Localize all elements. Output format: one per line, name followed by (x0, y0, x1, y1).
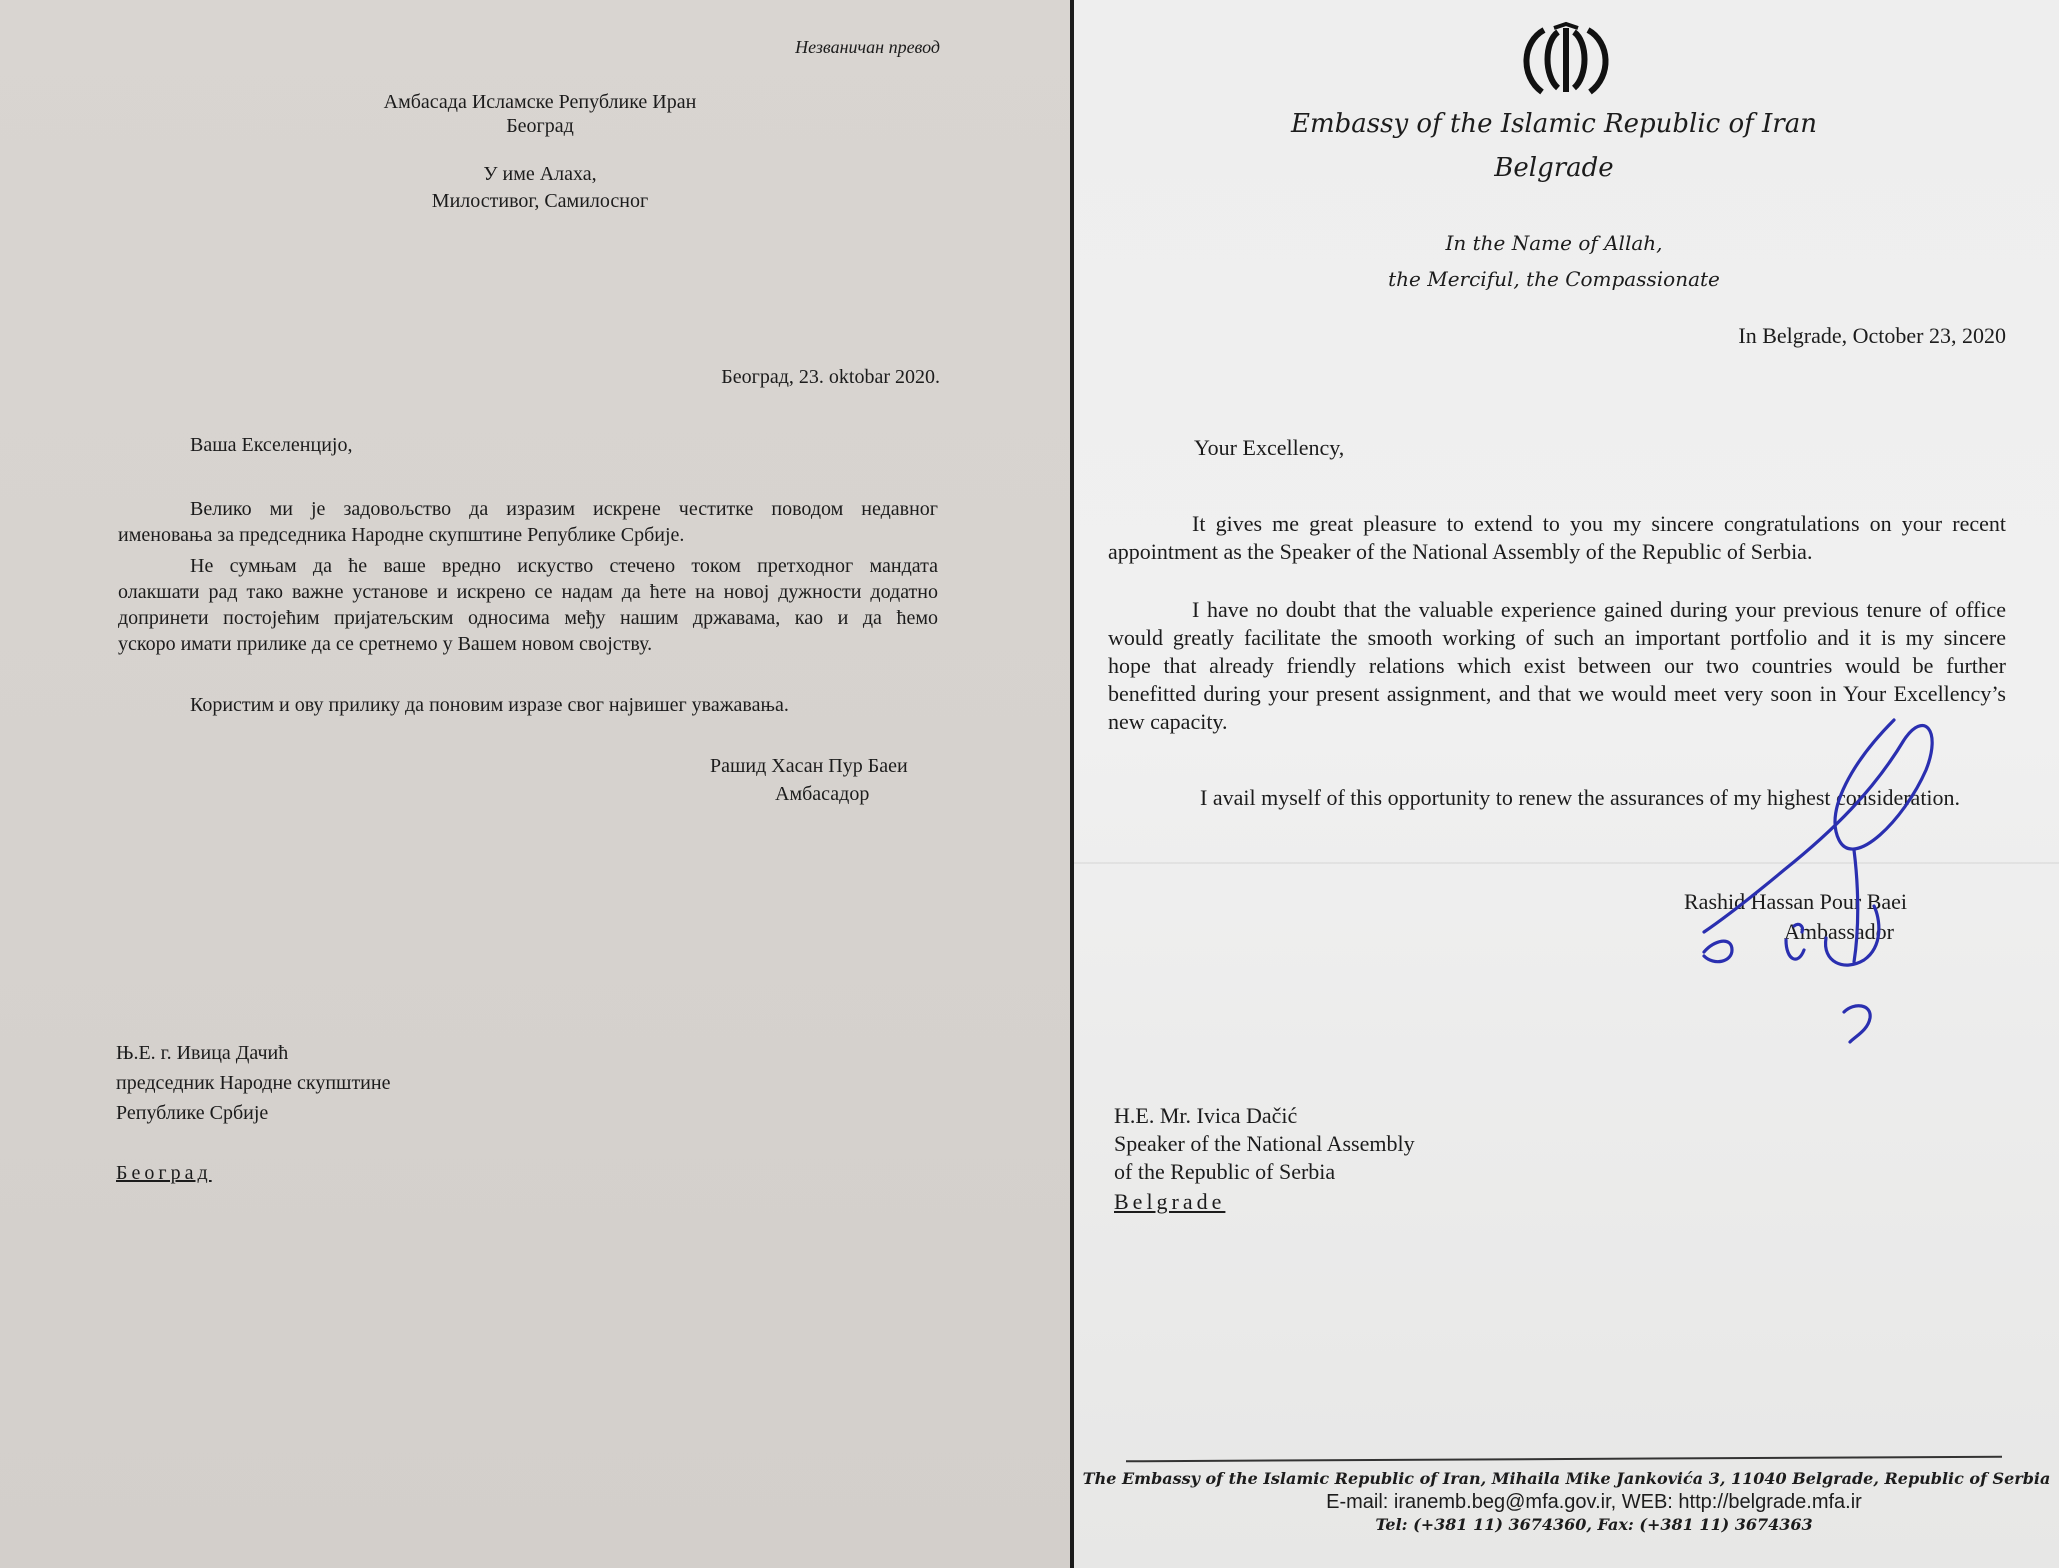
paragraph-2-line: I have no doubt that the valuable experience gained during your previous tenure of office (1192, 597, 2006, 622)
unofficial-translation-note: Незваничан превод (795, 37, 940, 57)
footer-address: The Embassy of the Islamic Republic of Iran, Mihaila Mike Jankovića 3, 11040 Belgrade, Republic of Serbia (1082, 1469, 2051, 1488)
recipient-line-2: Speaker of the National Assembly (1114, 1131, 1415, 1156)
embassy-heading-line-1: Амбасада Исламске Републике Иран (383, 91, 697, 113)
paragraph-2-line: would greatly facilitate the smooth working of such an important portfolio and it is my sincere (1108, 625, 2006, 650)
recipient-line-1: H.E. Mr. Ivica Dačić (1114, 1103, 1298, 1128)
signer-title: Амбасадор (775, 783, 870, 805)
embassy-heading-line-2: Belgrade (1494, 153, 1614, 183)
paragraph-1-line: Велико ми је задовољство да изразим искрене честитке поводом недавног (190, 498, 938, 520)
paragraph-2-line: допринети постојећим пријатељским односима међу нашим државама, као и да ћемо (118, 607, 938, 629)
recipient-line-1: Њ.Е. г. Ивица Дачић (116, 1042, 289, 1064)
paragraph-2-line: ускоро имати прилике да се сретнемо у Вашем новом својству. (118, 633, 653, 655)
paragraph-2-line: benefitted during your present assignment, and that we would meet very soon in Your Excellency’s (1108, 681, 2006, 706)
paragraph-2-line: hope that already friendly relations which exist between our two countries would be further (1108, 653, 2006, 678)
paragraph-2-line: new capacity. (1108, 709, 1228, 734)
paragraph-1-line: It gives me great pleasure to extend to you my sincere congratulations on your recent (1192, 511, 2006, 536)
english-original-page (1074, 0, 2059, 1568)
signer-title: Ambassador (1784, 919, 1894, 944)
salutation: Ваша Екселенцијо, (190, 434, 353, 456)
signer-name: Рашид Хасан Пур Баеи (710, 755, 908, 777)
recipient-line-3: of the Republic of Serbia (1114, 1159, 1336, 1184)
recipient-line-3: Републике Србије (116, 1102, 269, 1124)
iran-emblem-icon (1514, 24, 1618, 96)
ambassador-signature (1554, 700, 2014, 1080)
invocation-line-1: У име Алаха, (483, 163, 597, 185)
invocation-line-2: the Merciful, the Compassionate (1388, 267, 1720, 291)
invocation-line-2: Милостивог, Самилосног (431, 190, 649, 212)
invocation-line-1: In the Name of Allah, (1445, 231, 1663, 255)
signer-name: Rashid Hassan Pour Baei (1684, 889, 1908, 914)
recipient-city: Београд (116, 1162, 212, 1184)
paragraph-1-line: именовања за председника Народне скупштине Републике Србије. (118, 524, 685, 546)
recipient-line-2: председник Народне скупштине (116, 1072, 391, 1094)
paragraph-2-line: олакшати рад тако важне установе и искрено се надам да ћете на новој дужности додатно (118, 581, 938, 603)
letter-date: Београд, 23. oktobar 2020. (721, 366, 940, 388)
embassy-heading-line-1: Embassy of the Islamic Republic of Iran (1291, 109, 1817, 139)
paragraph-1 (118, 496, 938, 548)
paragraph-2-line: Не сумњам да ће ваше вредно искуство стечено током претходног мандата (190, 555, 938, 577)
embassy-heading-line-2: Београд (506, 115, 574, 137)
footer-contact: E-mail: iranemb.beg@mfa.gov.ir, WEB: http://belgrade.mfa.ir (1326, 1491, 1862, 1513)
footer-phone: Tel: (+381 11) 3674360, Fax: (+381 11) 3674363 (1375, 1515, 1813, 1534)
recipient-city: Belgrade (1114, 1189, 1226, 1214)
closing-sentence: I avail myself of this opportunity to renew the assurances of my highest consideration. (1200, 785, 1961, 810)
paragraph-2 (118, 553, 938, 657)
footer-rule (1126, 1456, 2002, 1463)
paragraph-1 (1108, 510, 2006, 566)
closing-sentence: Користим и ову прилику да поновим изразе свог највишег уважавања. (190, 694, 789, 716)
paragraph-1-line: appointment as the Speaker of the National Assembly of the Republic of Serbia. (1108, 539, 1813, 564)
salutation: Your Excellency, (1194, 435, 1345, 460)
letter-date: In Belgrade, October 23, 2020 (1738, 323, 2006, 348)
